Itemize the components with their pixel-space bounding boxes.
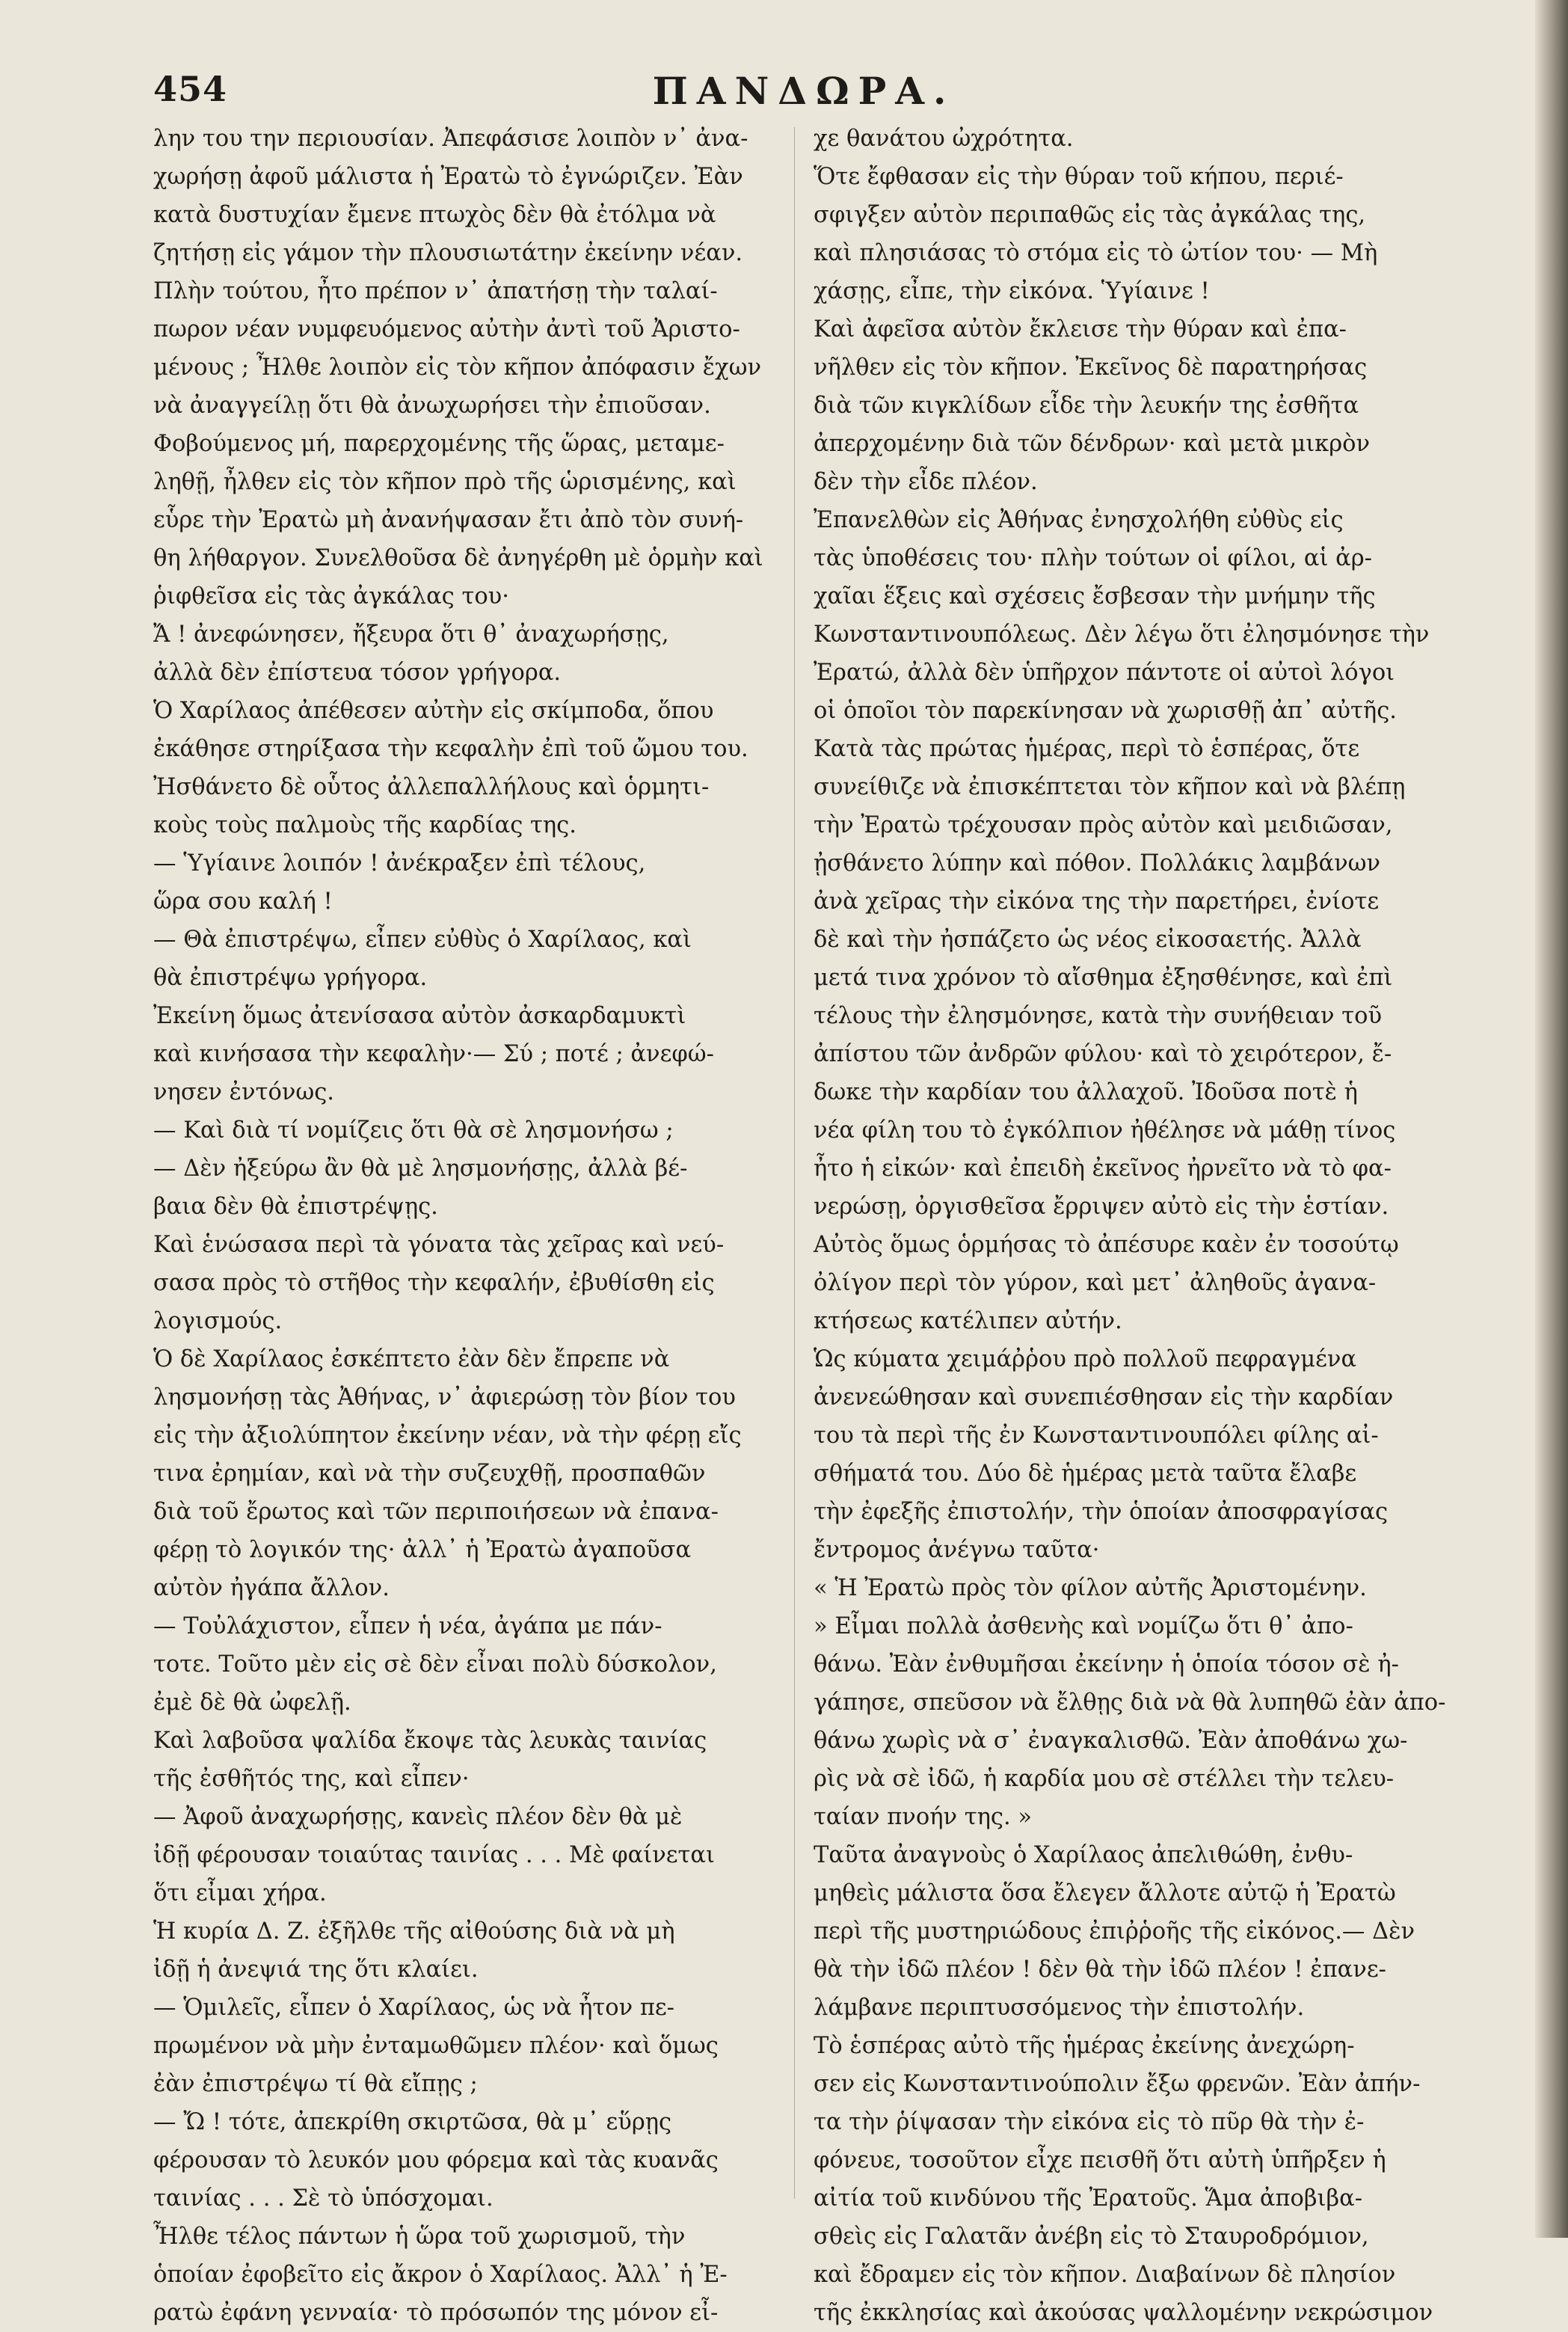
- text-line: εἰς τὴν ἀξιολύπητον ἐκείνην νέαν, νὰ τὴν φέρῃ εἴς: [153, 1423, 742, 1449]
- text-line: τινα ἐρημίαν, καὶ νὰ τὴν συζευχθῇ, προσπαθῶν: [153, 1461, 706, 1487]
- text-line: σθήματά του. Δύο δὲ ἡμέρας μετὰ ταῦτα ἔλαβε: [814, 1461, 1357, 1487]
- text-line: ὅτι εἶμαι χήρα.: [153, 1880, 327, 1906]
- text-line: ἰδῇ φέρουσαν τοιαύτας ταινίας . . . Μὲ φαίνεται: [153, 1842, 715, 1868]
- text-line: διὰ τῶν κιγκλίδων εἶδε τὴν λευκήν της ἐσθῆτα: [814, 393, 1359, 419]
- text-line: σφιγξεν αὐτὸν περιπαθῶς εἰς τὰς ἀγκάλας της,: [814, 202, 1366, 228]
- text-line: ἰδῇ ἡ ἀνεψιά της ὅτι κλαίει.: [153, 1957, 479, 1983]
- text-line: ταινίας . . . Σὲ τὸ ὑπόσχομαι.: [153, 2185, 494, 2212]
- text-line: Ἐκείνη ὅμως ἀτενίσασα αὐτὸν ἀσκαρδαμυκτὶ: [153, 1003, 686, 1029]
- text-line: Αὐτὸς ὅμως ὁρμήσας τὸ ἀπέσυρε καὲν ἐν τοσούτῳ: [814, 1232, 1399, 1258]
- text-line: σθεὶς εἰς Γαλατᾶν ἀνέβη εἰς τὸ Σταυροδρόμιον,: [814, 2224, 1369, 2250]
- text-line: βαια δὲν θὰ ἐπιστρέψῃς.: [153, 1194, 438, 1220]
- text-line: νησεν ἐντόνως.: [153, 1079, 335, 1105]
- text-line: μηθεὶς μάλιστα ὅσα ἔλεγεν ἄλλοτε αὐτῷ ἡ Ἐρατὼ: [814, 1880, 1396, 1906]
- text-line: θάνω. Ἐὰν ἐνθυμῆσαι ἐκείνην ἡ ὁποία τόσον σὲ ἠ-: [814, 1651, 1399, 1678]
- column-divider: [794, 127, 795, 2199]
- page-binding-shadow: [1535, 0, 1568, 2238]
- text-line: καὶ ἔδραμεν εἰς τὸν κῆπον. Διαβαίνων δὲ πλησίον: [814, 2262, 1396, 2288]
- text-line: Πλὴν τούτου, ἦτο πρέπον ν᾽ ἀπατήσῃ τὴν ταλαί-: [153, 278, 718, 304]
- text-line: χαῖαι ἕξεις καὶ σχέσεις ἔσβεσαν τὴν μνήμην τῆς: [814, 583, 1376, 610]
- text-line: ἐκάθησε στηρίξασα τὴν κεφαλὴν ἐπὶ τοῦ ὤμου του.: [153, 736, 748, 762]
- text-line: — Δὲν ἠξεύρω ἂν θὰ μὲ λησμονήσῃς, ἀλλὰ βέ-: [153, 1156, 688, 1182]
- text-line: λογισμούς.: [153, 1308, 283, 1334]
- text-line: Κωνσταντινουπόλεως. Δὲν λέγω ὅτι ἐλησμόνησε τὴν: [814, 622, 1430, 648]
- text-line: διὰ τοῦ ἔρωτος καὶ τῶν περιποιήσεων νὰ ἐπανα-: [153, 1499, 719, 1525]
- text-line: Ὁ δὲ Χαρίλαος ἐσκέπτετο ἐὰν δὲν ἔπρεπε νὰ: [153, 1346, 670, 1372]
- text-line: Καὶ ἀφεῖσα αὐτὸν ἔκλεισε τὴν θύραν καὶ ἐπα-: [814, 316, 1347, 343]
- text-line: Καὶ λαβοῦσα ψαλίδα ἔκοψε τὰς λευκὰς ταινίας: [153, 1728, 707, 1754]
- text-line: δὲ καὶ τὴν ἠσπάζετο ὡς νέος εἰκοσαετής. Ἀλλὰ: [814, 927, 1362, 953]
- text-line: ρὶς νὰ σὲ ἰδῶ, ἡ καρδία μου σὲ στέλλει τὴν τελευ-: [814, 1766, 1395, 1792]
- text-line: φέρουσαν τὸ λευκόν μου φόρεμα καὶ τὰς κυανᾶς: [153, 2147, 719, 2173]
- text-line: πωρον νέαν νυμφευόμενος αὐτὴν ἀντὶ τοῦ Ἀριστο-: [153, 316, 740, 343]
- text-line: κτήσεως κατέλιπεν αὐτήν.: [814, 1308, 1122, 1334]
- text-line: αὐτὸν ἠγάπα ἄλλον.: [153, 1575, 390, 1601]
- left-text-column: [153, 120, 781, 2326]
- text-line: τα τὴν ῥίψασαν τὴν εἰκόνα εἰς τὸ πῦρ θὰ τὴν ἐ-: [814, 2109, 1365, 2135]
- text-line: — Θὰ ἐπιστρέψω, εἶπεν εὐθὺς ὁ Χαρίλαος, καὶ: [153, 927, 692, 953]
- text-line: ῥιφθεῖσα εἰς τὰς ἀγκάλας του·: [153, 583, 509, 610]
- text-line: του τὰ περὶ τῆς ἐν Κωνσταντινουπόλει φίλης αἰ-: [814, 1423, 1379, 1449]
- text-line: ἔντρομος ἀνέγνω ταῦτα·: [814, 1537, 1100, 1563]
- text-line: ἀπίστου τῶν ἀνδρῶν φύλου· καὶ τὸ χειρότερον, ἔ-: [814, 1041, 1392, 1067]
- text-line: σασα πρὸς τὸ στῆθος τὴν κεφαλήν, ἐβυθίσθη εἰς: [153, 1270, 715, 1296]
- text-line: τοτε. Τοῦτο μὲν εἰς σὲ δὲν εἶναι πολὺ δύσκολον,: [153, 1651, 717, 1678]
- page-header: [153, 69, 1454, 121]
- text-line: Ταῦτα ἀναγνοὺς ὁ Χαρίλαος ἀπελιθώθη, ἐνθυ-: [814, 1842, 1353, 1868]
- text-line: δὲν τὴν εἶδε πλέον.: [814, 469, 1038, 495]
- text-line: μετά τινα χρόνον τὸ αἴσθημα ἐξησθένησε, καὶ ἐπὶ: [814, 965, 1393, 991]
- text-line: φέρῃ τὸ λογικόν της· ἀλλ᾽ ἡ Ἐρατὼ ἀγαποῦσα: [153, 1537, 692, 1563]
- text-line: χωρήσῃ ἀφοῦ μάλιστα ἡ Ἐρατὼ τὸ ἐγνώριζεν. Ἐὰν: [153, 164, 743, 190]
- text-line: — Ἀφοῦ ἀναχωρήσῃς, κανεὶς πλέον δὲν θὰ μὲ: [153, 1804, 683, 1830]
- text-line: περὶ τῆς μυστηριώδους ἐπιῤῥοῆς τῆς εἰκόνος.— Δὲν: [814, 1918, 1415, 1945]
- text-line: ἀνὰ χεῖρας τὴν εἰκόνα της τὴν παρετήρει, ἐνίοτε: [814, 889, 1380, 915]
- text-line: Ὡς κύματα χειμάῤῥου πρὸ πολλοῦ πεφραγμένα: [814, 1346, 1357, 1372]
- text-line: πρωμένον νὰ μὴν ἐνταμωθῶμεν πλέον· καὶ ὅμως: [153, 2033, 719, 2059]
- text-line: δωκε τὴν καρδίαν του ἀλλαχοῦ. Ἰδοῦσα ποτὲ ἡ: [814, 1079, 1358, 1105]
- text-line: Τὸ ἑσπέρας αὐτὸ τῆς ἡμέρας ἐκείνης ἀνεχώρη-: [814, 2033, 1355, 2059]
- text-line: γάπησε, σπεῦσον νὰ ἔλθῃς διὰ νὰ θὰ λυπηθῶ ἐὰν ἀπο-: [814, 1690, 1446, 1716]
- text-line: τῆς ἐσθῆτός της, καὶ εἶπεν·: [153, 1766, 470, 1792]
- text-line: ληθῇ, ἦλθεν εἰς τὸν κῆπον πρὸ τῆς ὡρισμένης, καὶ: [153, 469, 737, 495]
- text-line: θη λήθαργον. Συνελθοῦσα δὲ ἀνηγέρθη μὲ ὁρμὴν καὶ: [153, 545, 763, 571]
- text-line: λην του την περιουσίαν. Ἀπεφάσισε λοιπὸν ν᾽ ἀνα-: [153, 126, 748, 152]
- text-line: Ἐρατώ, ἀλλὰ δὲν ὑπῆρχον πάντοτε οἱ αὐτοὶ λόγοι: [814, 660, 1395, 686]
- text-line: νὰ ἀναγγείλῃ ὅτι θὰ ἀνωχωρήσει τὴν ἐπιοῦσαν.: [153, 393, 711, 419]
- text-line: σεν εἰς Κωνσταντινούπολιν ἔξω φρενῶν. Ἐὰν ἀπήν-: [814, 2071, 1421, 2097]
- text-line: Κατὰ τὰς πρώτας ἡμέρας, περὶ τὸ ἑσπέρας, ὅτε: [814, 736, 1360, 762]
- text-line: ὁποίαν ἐφοβεῖτο εἰς ἄκρον ὁ Χαρίλαος. Ἀλλ᾽ ἡ Ἐ-: [153, 2262, 728, 2288]
- text-line: Ἄ ! ἀνεφώνησεν, ἤξευρα ὅτι θ᾽ ἀναχωρήσῃς,: [153, 622, 669, 648]
- text-line: θάνω χωρὶς νὰ σ᾽ ἐναγκαλισθῶ. Ἐὰν ἀποθάνω χω-: [814, 1728, 1408, 1754]
- text-line: ᾐσθάνετο λύπην καὶ πόθον. Πολλάκις λαμβάνων: [814, 850, 1381, 877]
- text-line: τῆς ἐκκλησίας καὶ ἀκούσας ψαλλομένην νεκρώσιμον: [814, 2300, 1433, 2326]
- text-line: Ὁ Χαρίλαος ἀπέθεσεν αὐτὴν εἰς σκίμποδα, ὅπου: [153, 698, 714, 724]
- text-line: νέα φίλη του τὸ ἐγκόλπιον ἠθέλησε νὰ μάθῃ τίνος: [814, 1117, 1396, 1144]
- text-line: οἱ ὁποῖοι τὸν παρεκίνησαν νὰ χωρισθῇ ἀπ᾽ αὐτῆς.: [814, 698, 1397, 724]
- text-line: νερώσῃ, ὀργισθεῖσα ἔρριψεν αὐτὸ εἰς τὴν ἑστίαν.: [814, 1194, 1389, 1220]
- text-line: νῆλθεν εἰς τὸν κῆπον. Ἐκεῖνος δὲ παρατηρήσας: [814, 355, 1368, 381]
- text-line: φόνευε, τοσοῦτον εἶχε πεισθῆ ὅτι αὐτὴ ὑπῆρξεν ἡ: [814, 2147, 1386, 2173]
- text-line: Φοβούμενος μή, παρερχομένης τῆς ὥρας, μεταμε-: [153, 431, 725, 457]
- text-line: μένους ; Ἦλθε λοιπὸν εἰς τὸν κῆπον ἀπόφασιν ἔχων: [153, 355, 762, 381]
- text-line: — Ὤ ! τότε, ἀπεκρίθη σκιρτῶσα, θὰ μ᾽ εὕρῃς: [153, 2109, 672, 2135]
- text-line: ὥρα σου καλή !: [153, 889, 333, 915]
- text-line: — Ὑγίαινε λοιπόν ! ἀνέκραξεν ἐπὶ τέλους,: [153, 850, 646, 877]
- text-line: ὀλίγον περὶ τὸν γύρον, καὶ μετ᾽ ἀληθοῦς ἀγανα-: [814, 1270, 1377, 1296]
- right-text-column: [814, 120, 1446, 2326]
- text-line: συνείθιζε νὰ ἐπισκέπτεται τὸν κῆπον καὶ νὰ βλέπῃ: [814, 774, 1406, 800]
- text-line: ρατὼ ἐφάνη γενναία· τὸ πρόσωπόν της μόνον εἶ-: [153, 2300, 719, 2326]
- running-title: ΠΑΝΔΩΡΑ.: [652, 69, 956, 113]
- text-line: κοὺς τοὺς παλμοὺς τῆς καρδίας της.: [153, 812, 577, 838]
- text-line: ἀπερχομένην διὰ τῶν δένδρων· καὶ μετὰ μικρὸν: [814, 431, 1371, 457]
- text-line: λησμονήσῃ τὰς Ἀθήνας, ν᾽ ἀφιερώσῃ τὸν βίον του: [153, 1384, 736, 1411]
- text-line: θὰ ἐπιστρέψω γρήγορα.: [153, 965, 428, 991]
- text-line: εὗρε τὴν Ἐρατὼ μὴ ἀνανήψασαν ἔτι ἀπὸ τὸν συνή-: [153, 507, 744, 533]
- page-number: 454: [153, 69, 228, 109]
- text-line: ἀλλὰ δὲν ἐπίστευα τόσον γρήγορα.: [153, 660, 562, 686]
- text-line: ἐὰν ἐπιστρέψω τί θὰ εἴπῃς ;: [153, 2071, 478, 2097]
- text-line: αἰτία τοῦ κινδύνου τῆς Ἐρατοῦς. Ἅμα ἀποβιβα-: [814, 2185, 1362, 2212]
- text-line: Καὶ ἑνώσασα περὶ τὰ γόνατα τὰς χεῖρας καὶ νεύ-: [153, 1232, 725, 1258]
- text-line: χε θανάτου ὠχρότητα.: [814, 126, 1074, 152]
- text-line: Ὅτε ἔφθασαν εἰς τὴν θύραν τοῦ κήπου, περιέ-: [814, 164, 1344, 190]
- text-line: ταίαν πνοήν της. »: [814, 1804, 1032, 1830]
- text-line: λάμβανε περιπτυσσόμενος τὴν ἐπιστολήν.: [814, 1995, 1305, 2021]
- text-line: Ἠσθάνετο δὲ οὗτος ἀλλεπαλλήλους καὶ ὁρμητι-: [153, 774, 710, 800]
- text-line: ζητήσῃ εἰς γάμον τὴν πλουσιωτάτην ἐκείνην νέαν.: [153, 240, 743, 266]
- text-line: — Τοὐλάχιστον, εἶπεν ἡ νέα, ἀγάπα με πάν-: [153, 1613, 662, 1639]
- text-line: τὴν Ἐρατὼ τρέχουσαν πρὸς αὐτὸν καὶ μειδιῶσαν,: [814, 812, 1393, 838]
- text-line: θὰ τὴν ἰδῶ πλέον ! δὲν θὰ τὴν ἰδῶ πλέον ! ἐπανε-: [814, 1957, 1386, 1983]
- text-line: ἦτο ἡ εἰκών· καὶ ἐπειδὴ ἐκεῖνος ἠρνεῖτο νὰ τὸ φα-: [814, 1156, 1392, 1182]
- text-line: ἀνενεώθησαν καὶ συνεπιέσθησαν εἰς τὴν καρδίαν: [814, 1384, 1394, 1411]
- text-line: — Καὶ διὰ τί νομίζεις ὅτι θὰ σὲ λησμονήσω ;: [153, 1117, 674, 1144]
- text-line: κατὰ δυστυχίαν ἔμενε πτωχὸς δὲν θὰ ἐτόλμα νὰ: [153, 202, 716, 228]
- text-line: » Εἶμαι πολλὰ ἀσθενὴς καὶ νομίζω ὅτι θ᾽ ἀπο-: [814, 1613, 1353, 1639]
- text-line: καὶ πλησιάσας τὸ στόμα εἰς τὸ ὠτίον του· — Μὴ: [814, 240, 1378, 266]
- text-line: Ἡ κυρία Δ. Ζ. ἐξῆλθε τῆς αἰθούσης διὰ νὰ μὴ: [153, 1918, 675, 1945]
- text-line: καὶ κινήσασα τὴν κεφαλὴν·— Σύ ; ποτέ ; ἀνεφώ-: [153, 1041, 714, 1067]
- text-line: Ἦλθε τέλος πάντων ἡ ὥρα τοῦ χωρισμοῦ, τὴν: [153, 2224, 686, 2250]
- text-line: τὰς ὑποθέσεις του· πλὴν τούτων οἱ φίλοι, αἱ ἀρ-: [814, 545, 1372, 571]
- text-line: Ἐπανελθὼν εἰς Ἀθήνας ἐνησχολήθη εὐθὺς εἰς: [814, 507, 1344, 533]
- text-line: ἐμὲ δὲ θὰ ὠφελῇ.: [153, 1690, 351, 1716]
- text-line: — Ὁμιλεῖς, εἶπεν ὁ Χαρίλαος, ὡς νὰ ἦτον πε-: [153, 1995, 674, 2021]
- text-line: τέλους τὴν ἐλησμόνησε, κατὰ τὴν συνήθειαν τοῦ: [814, 1003, 1382, 1029]
- text-line: τὴν ἐφεξῆς ἐπιστολήν, τὴν ὁποίαν ἀποσφραγίσας: [814, 1499, 1389, 1525]
- text-line: χάσῃς, εἶπε, τὴν εἰκόνα. Ὑγίαινε !: [814, 278, 1210, 304]
- text-line: « Ἡ Ἐρατὼ πρὸς τὸν φίλον αὐτῆς Ἀριστομένην.: [814, 1575, 1367, 1601]
